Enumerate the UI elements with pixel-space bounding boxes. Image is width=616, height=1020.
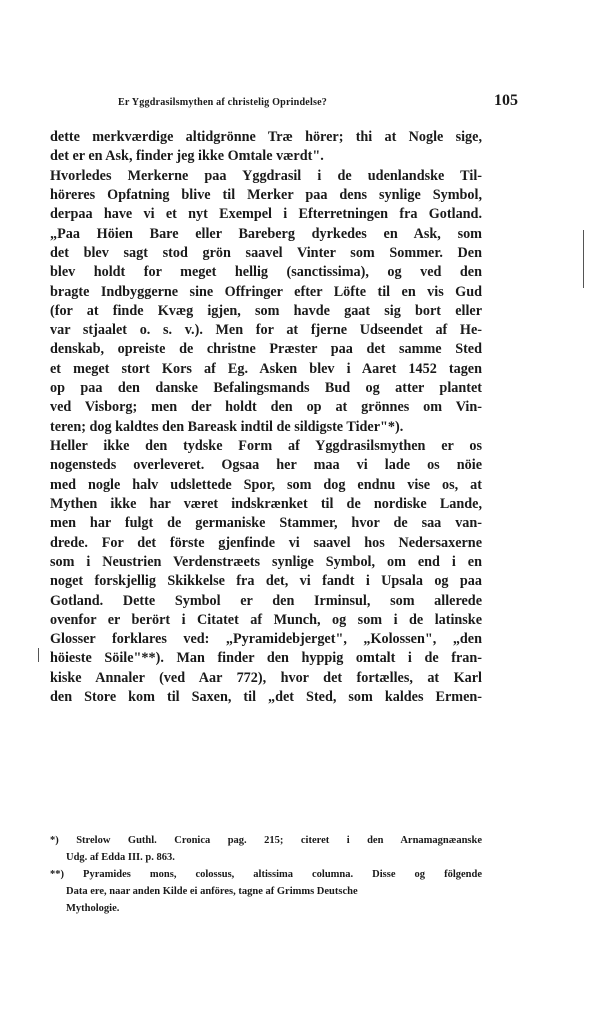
text-line: bragte Indbyggerne sine Offringer efter Löfte til en vis Gud	[50, 283, 482, 300]
footnote-line: Udg. af Edda III. p. 863.	[66, 852, 175, 863]
footnote-line: *) Strelow Guthl. Cronica pag. 215; citeret i den Arnamagnæanske	[50, 835, 482, 846]
footnote-line: Mythologie.	[66, 903, 120, 914]
running-title: Er Yggdrasilsmythen af christelig Oprindelse?	[118, 96, 327, 108]
footnote-line: Data ere, naar anden Kilde ei anföres, tagne af Grimms Deutsche	[66, 886, 358, 897]
margin-mark	[583, 230, 584, 288]
margin-mark	[38, 648, 39, 662]
text-line: Heller ikke den tydske Form af Yggdrasilsmythen er os	[50, 438, 482, 454]
text-line: et meget stort Kors af Eg. Asken blev i Aaret 1452 tagen	[50, 360, 482, 377]
text-line: derpaa have vi et nyt Exempel i Efterretningen fra Gotland.	[50, 206, 482, 223]
page-header	[118, 92, 518, 114]
text-line: kiske Annaler (ved Aar 772), hvor det fortælles, at Karl	[50, 669, 482, 686]
text-line: som i Neustrien Verdenstræets synlige Symbol, om end i en	[50, 553, 482, 570]
text-line: nogensteds overleveret. Ogsaa her maa vi lade os nöie	[50, 457, 482, 474]
text-line: blev holdt for meget hellig (sanctissima), og ved den	[50, 264, 482, 281]
text-line: Gotland. Dette Symbol er den Irminsul, som allerede	[50, 592, 482, 609]
text-line: ved Visborg; men der holdt den op at grönnes om Vin-	[50, 399, 482, 416]
text-line: höreres Opfatning blive til Merker paa dens synlige Symbol,	[50, 186, 482, 203]
text-line: denskab, opreiste de christne Præster paa det samme Sted	[50, 341, 482, 358]
text-line: var stjaalet o. s. v.). Men for at fjerne Udseendet af He-	[50, 322, 482, 339]
text-line: den Store kom til Saxen, til „det Sted, som kaldes Ermen-	[50, 689, 482, 706]
body-text	[50, 128, 482, 707]
text-line: med nogle halv udslettede Spor, som dog endnu vise os, at	[50, 476, 482, 493]
footnote-line: **) Pyramides mons, colossus, altissima columna. Disse og fölgende	[50, 869, 482, 880]
text-line: Glosser forklares ved: „Pyramidebjerget", „Kolossen", „den	[50, 631, 482, 648]
text-line: det blev sagt stod grön saavel Vinter som Sommer. Den	[50, 244, 482, 261]
text-line: men har fulgt de germaniske Stammer, hvor de saa van-	[50, 515, 482, 532]
text-line: teren; dog kaldtes den Bareask indtil de sildigste Tider"*).	[50, 418, 404, 435]
text-line: (for at finde Kvæg igjen, som havde gaat sig bort eller	[50, 302, 482, 319]
text-line: noget forskjellig Skikkelse fra det, vi fandt i Upsala og paa	[50, 573, 482, 590]
text-line: Hvorledes Merkerne paa Yggdrasil i de udenlandske Til-	[50, 167, 482, 184]
text-line: drede. For det förste gjenfinde vi saavel hos Nedersaxerne	[50, 534, 482, 551]
text-line: höieste Söile"**). Man finder den hyppig omtalt i de fran-	[50, 650, 482, 667]
text-line: det er en Ask, finder jeg ikke Omtale værdt".	[50, 148, 324, 165]
text-line: op paa den danske Befalingsmands Bud og atter plantet	[50, 380, 482, 397]
text-line: dette merkværdige altidgrönne Træ hörer; thi at Nogle sige,	[50, 129, 482, 145]
text-line: ovenfor er berört i Citatet af Munch, og som i de latinske	[50, 611, 482, 628]
footnotes	[50, 832, 482, 917]
text-line: „Paa Höien Bare eller Bareberg dyrkedes en Ask, som	[50, 225, 482, 242]
text-line: Mythen ikke har været indskrænket til de nordiske Lande,	[50, 495, 482, 512]
page-number: 105	[494, 92, 518, 109]
